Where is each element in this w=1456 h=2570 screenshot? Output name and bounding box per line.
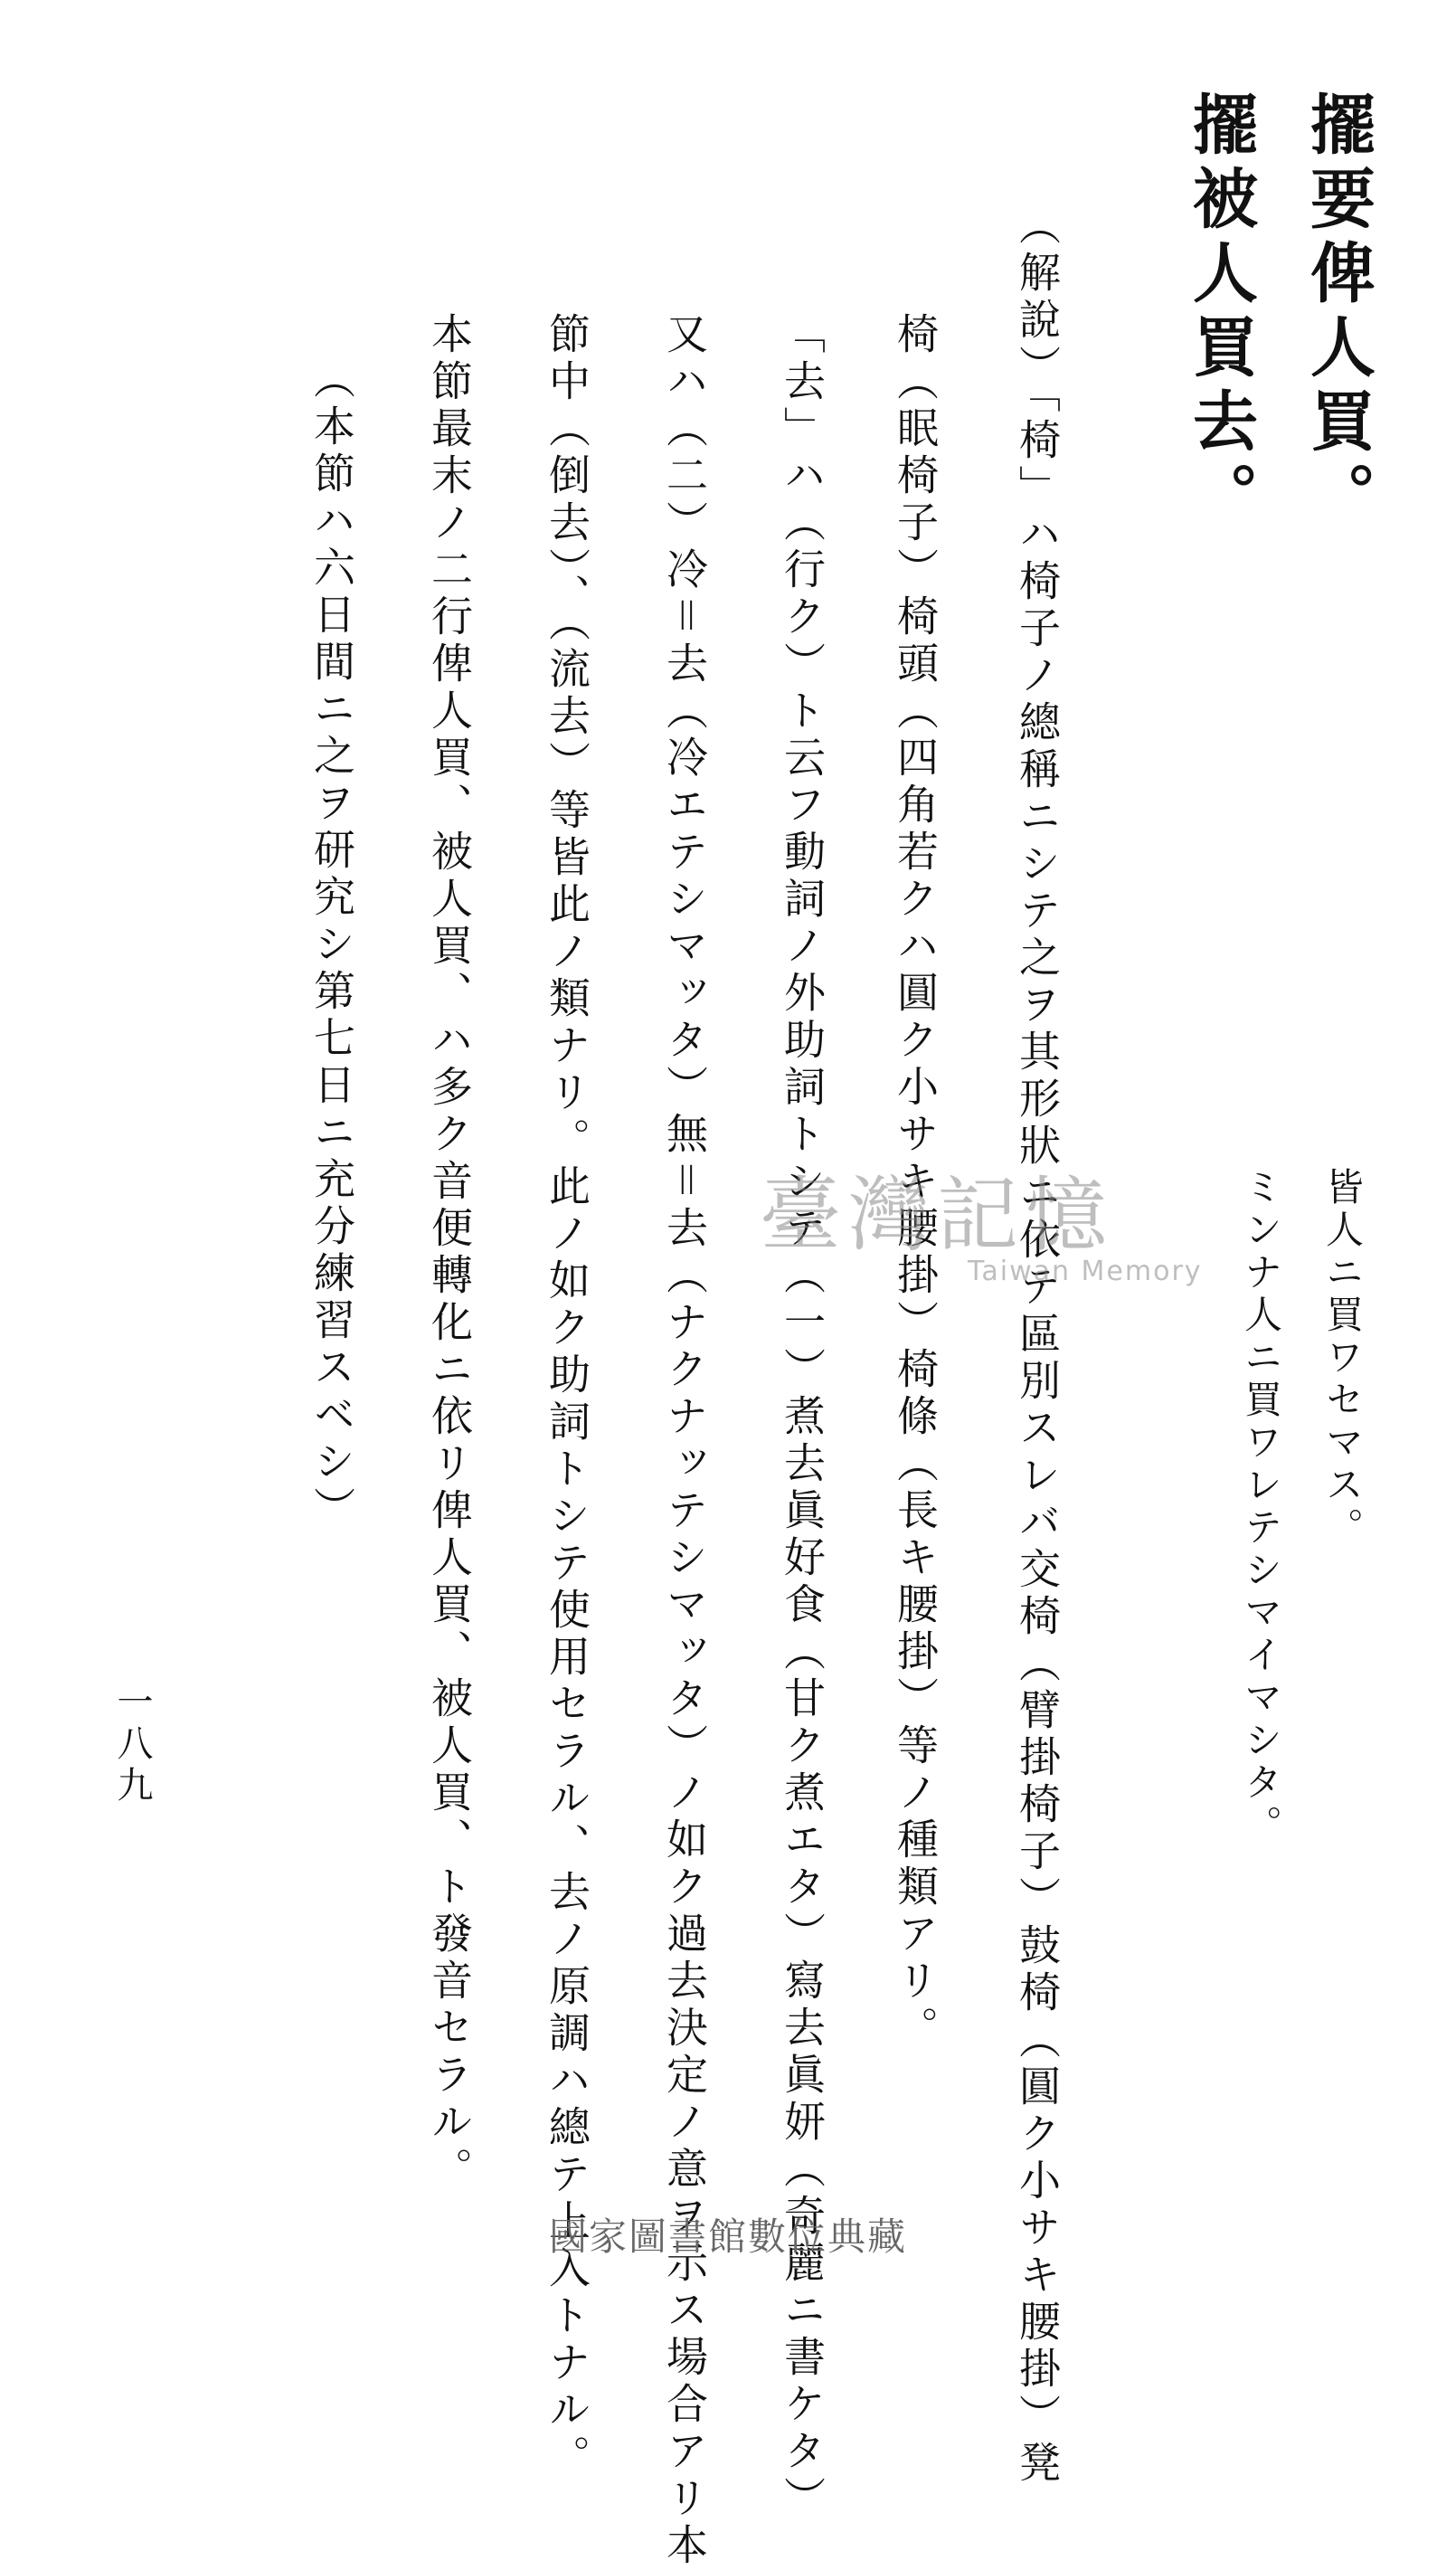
title-line-1: 擺要俾人買。 [1300, 90, 1376, 536]
example-line-2: ミンナ人ニ買ワレテシマイマシタ。 [1239, 1167, 1283, 1847]
body-line-6: 本節最末ノ二行俾人買、被人買、ハ多ク音便轉化ニ依リ俾人買、被人買、ト發音セラル。 [425, 312, 474, 2194]
body-line-1: （解說）「椅」ハ椅子ノ總稱ニシテ之ヲ其形狀ニ依テ區別スレバ交椅（臂掛椅子）鼓椅（圓ク小サキ腰掛）凳 [1013, 204, 1062, 2488]
body-line-2: 椅（眠椅子）椅頭（四角若クハ圓ク小サキ腰掛）椅條（長キ腰掛）等ノ種類アリ。 [891, 312, 940, 2053]
body-line-4: 又ハ（二）冷＝去（冷エテシマッタ）無＝去（ナクナッテシマッタ）ノ如ク過去決定ノ意ヲ示ス場合アリ本 [660, 312, 709, 2570]
title-line-2: 擺被人買去。 [1182, 90, 1259, 536]
body-line-7: （本節ハ六日間ニ之ヲ研究シ第七日ニ充分練習スベシ） [307, 357, 356, 1533]
body-line-5: 節中（倒去）、（流去）等皆此ノ類ナリ。此ノ如ク助詞トシテ使用セラル、去ノ原調ハ總テ上入トナル。 [543, 312, 591, 2481]
example-line-1: 皆人ニ買ワセマス。 [1320, 1167, 1365, 1550]
footer-credit: 國家圖書館數位典藏 [548, 2214, 907, 2259]
watermark-subtext: Taiwan Memory [968, 1256, 1203, 1287]
watermark-text: 臺灣記憶 [760, 1168, 1114, 1263]
body-line-3: 「去」ハ（行ク）ト云フ動詞ノ外助詞トシテ（一）煮去眞好食（甘ク煮エタ）寫去眞妍（奇麗ニ書ケタ） [778, 312, 827, 2523]
page-number: 一八九 [111, 1683, 153, 1807]
watermark-logo [760, 1149, 1230, 1294]
